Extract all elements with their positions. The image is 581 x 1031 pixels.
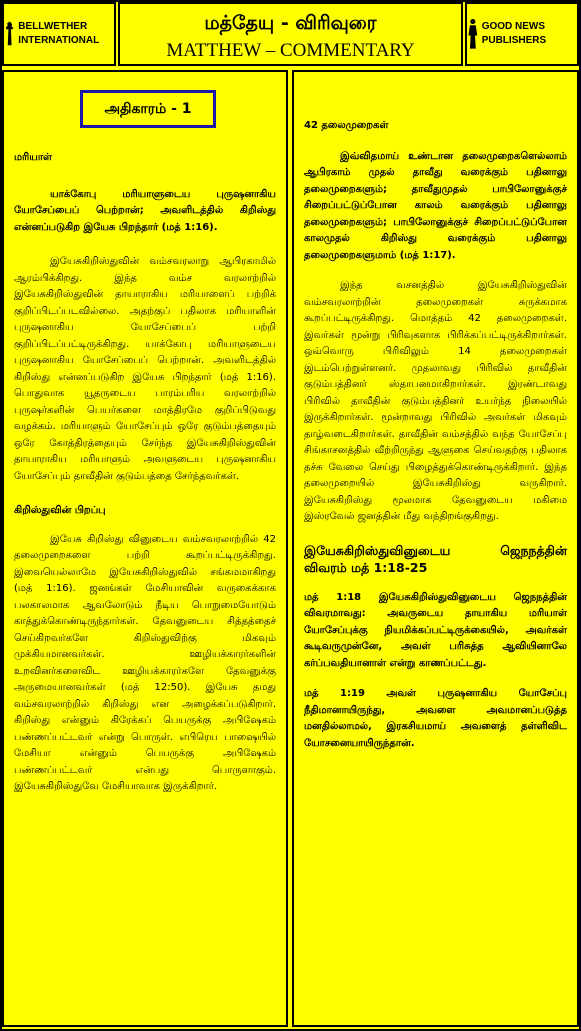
right-column [292,70,579,1027]
verse-quote-matt-1-16: யாக்கோபு மரியாளுடைய புருஷனாகிய யோசேப்பைப் பெற்றான்; அவளிடத்தில் கிறிஸ்து என்னப்படுகிற இயேசு பிறந்தார் (மத் 1:16). [14,188,276,233]
section-heading-birth-of-christ: கிறிஸ்துவின் பிறப்பு [14,505,106,516]
paragraph-42-generations: இந்த வசனத்தில் இயேசுகிறிஸ்துவின் வம்சவரலாற்றின் தலைமுறைகள் சுருக்கமாக கூறப்பட்டிருக்கிறது. மொத்தம் 42 தலைமுறைகள். இவர்கள் மூன்று பிரிவுகளாக பிரிக்கப்பட்டிருக்கிறார்கள். ஒவ்வொரு பிரிவிலும் 14 தலைமுறைகள் இடம்பெற்றுள்ளனர். முதலாவது பிரிவில் தாவீதின் குடும்பத்தினர் ஸ்தாபனமாகிறார்கள். இரண்டாவது பிரிவில் தாவீதின் குடும்பத்தினர் உயர்ந்த நிலையில் இருக்கிறார்கள். மூன்றாவது பிரிவில் அவர்கள் மிகவும் தாழ்வடைகிறார்கள். தாவீதின் வம்சத்தில் வந்த யோசேப்பு சிங்காசனத்தில் வீற்றிருந்து ஆளுகை செய்வதற்கு பதிலாக தச்சு வேலை செய்து பிழைத்துக்கொண்டிருக்கிறார். இந்த தலைமுறையில் இயேசுகிறிஸ்து வருகிறார். இயேசுகிறிஸ்து மூலமாக தேவனுடைய மகிமை இஸ்ரவேல் ஜனத்தின் மீது வந்திறங்குகிறது. [304,280,567,522]
section-heading-nativity: இயேசுகிறிஸ்துவினுடைய ஜெநநத்தின் விவரம் மத் 1:18-25 [304,542,567,575]
header-left-logo-box [2,2,116,66]
header-right-logo-box [465,2,579,66]
section-heading-42-generations: 42 தலைமுறைகள் [304,120,389,131]
page-title-tamil: மத்தேயு - விரிவுரை [204,12,377,34]
left-logo-text: BELLWETHER INTERNATIONAL [18,21,100,46]
verse-quote-matt-1-17: இவ்விதமாய் உண்டான தலைமுறைகளெல்லாம் ஆபிரகாம் முதல் தாவீது வரைக்கும் பதினாலு தலைமுறைகளும்; தாவீதுமுதல் பாபிலோனுக்குச் சிறைப்பட்டுப்போன காலம் வரைக்கும் பதினாலு தலைமுறைகளும்; பாபிலோனுக்குச் சிறைப்பட்டுப்போன காலமுதல் கிறிஸ்து வரைக்கும் பதினாலு தலைமுறைகளுமாம் (மத் 1:17). [304,150,567,261]
section-heading-mary: மரியாள் [14,152,53,163]
chapter-heading: அதிகாரம் - 1 [80,90,216,128]
paragraph-genealogy: இயேசுகிறிஸ்துவின் வம்சவரலாறு ஆபிரகாமில் ஆரம்பிக்கிறது. இந்த வம்ச வரலாற்றில் இயேசுகிறிஸ்துவின் தாயாராகிய மரியாளைப் பற்றிக் குறிப்பிடப்படவில்லை. அதற்குப் பதிலாக மரியாளின் புருஷனாகிய யோசேப்பைப் பற்றி குறிப்பிடப்பட்டிருக்கிறது. யாக்கோபு மரியாளுடைய புருஷனாகிய யோசேப்பைப் பெற்றான். அவளிடத்தில் கிறிஸ்து என்னப்படுகிற இயேசு பிறந்தார் (மத் 1:16). பொதுவாக யூதருடைய பாரம்பரிய வரலாற்றில் புருஷர்களின் பெயர்களை மாத்திரமே குறிப்பிடுவது வழக்கம். மரியாளும் யோசேப்பும் ஒரே குடும்பத்தையும் ஒரே கோத்திரத்தையும் சேர்ந்த இயேசுகிறிஸ்துவின் தாயாராகிய மரியாளும் அவளுடைய புருஷனாகிய யோசேப்பும் தாவீதின் குடும்பத்தை சேர்ந்தவர்கள். [14,256,276,482]
paragraph-birth-of-christ: இயேசு கிறிஸ்து வினுடைய வம்சவரலாற்றில் 42 தலைமுறைகளை பற்றி கூறப்பட்டிருக்கிறது. இவையெல்லாமே இயேசுகிறிஸ்துவில் சங்கமமாகிறது (மத் 1:16). ஜனங்கள் மேசியாவின் வருகைக்காக பலகாலமாக ஆவலோடும் நீடிய பொறுமையோடும் காத்துக்கொண்டிருந்தார்கள். தேவனுடைய சித்தத்தைச் செய்கிறவர்களே கிறிஸ்துவிற்கு மிகவும் முக்கியமானவர்கள். ஊழியக்காரர்களின் உறவினர்களைவிட ஊழியக்காரர்களே தேவனுக்கு அருமையானவர்கள் (மத் 12:50). இயேசு தமது வம்சவரலாற்றில் கிறிஸ்து என அழைக்கப்படுகிறார். கிறிஸ்து என்னும் கிரேக்கப் பெயருக்கு அபிஷேகம் பண்ணப்பட்டவர் என்று பொருள். எபிரெய பாஷையில் மேசியா என்னும் பெயருக்கு அபிஷேகம் பண்ணப்பட்டவர் என்பது பொருளாகும். இயேசுகிறிஸ்துவே மேசியாவாக இருக்கிறார். [14,533,276,792]
verse-matt-1-19: மத் 1:19 அவள் புருஷனாகிய யோசேப்பு நீதிமானாயிருந்து, அவளை அவமானப்படுத்த மனதில்லாமல், இரகசியமாய் அவளைத் தள்ளிவிட யோசனையாயிருந்தான். [304,688,567,749]
right-logo-text: GOOD NEWS PUBLISHERS [481,21,547,46]
bellwether-ram-icon [4,12,15,56]
verse-matt-1-18: மத் 1:18 இயேசுகிறிஸ்துவினுடைய ஜெநநத்தின் விவரமாவது: அவருடைய தாயாகிய மரியாள் யோசேப்புக்கு நியமிக்கப்பட்டிருக்கையில், அவர்கள் கூடிவருமுன்னே, அவள் பரிசுத்த ஆவியினாலே கர்ப்பவதியானாள் என்று காணப்பட்டது. [304,591,567,669]
left-column [2,70,288,1027]
header-title-box [118,2,463,66]
page-title-english: MATTHEW – COMMENTARY [166,40,415,61]
publisher-figure-icon [467,12,479,56]
